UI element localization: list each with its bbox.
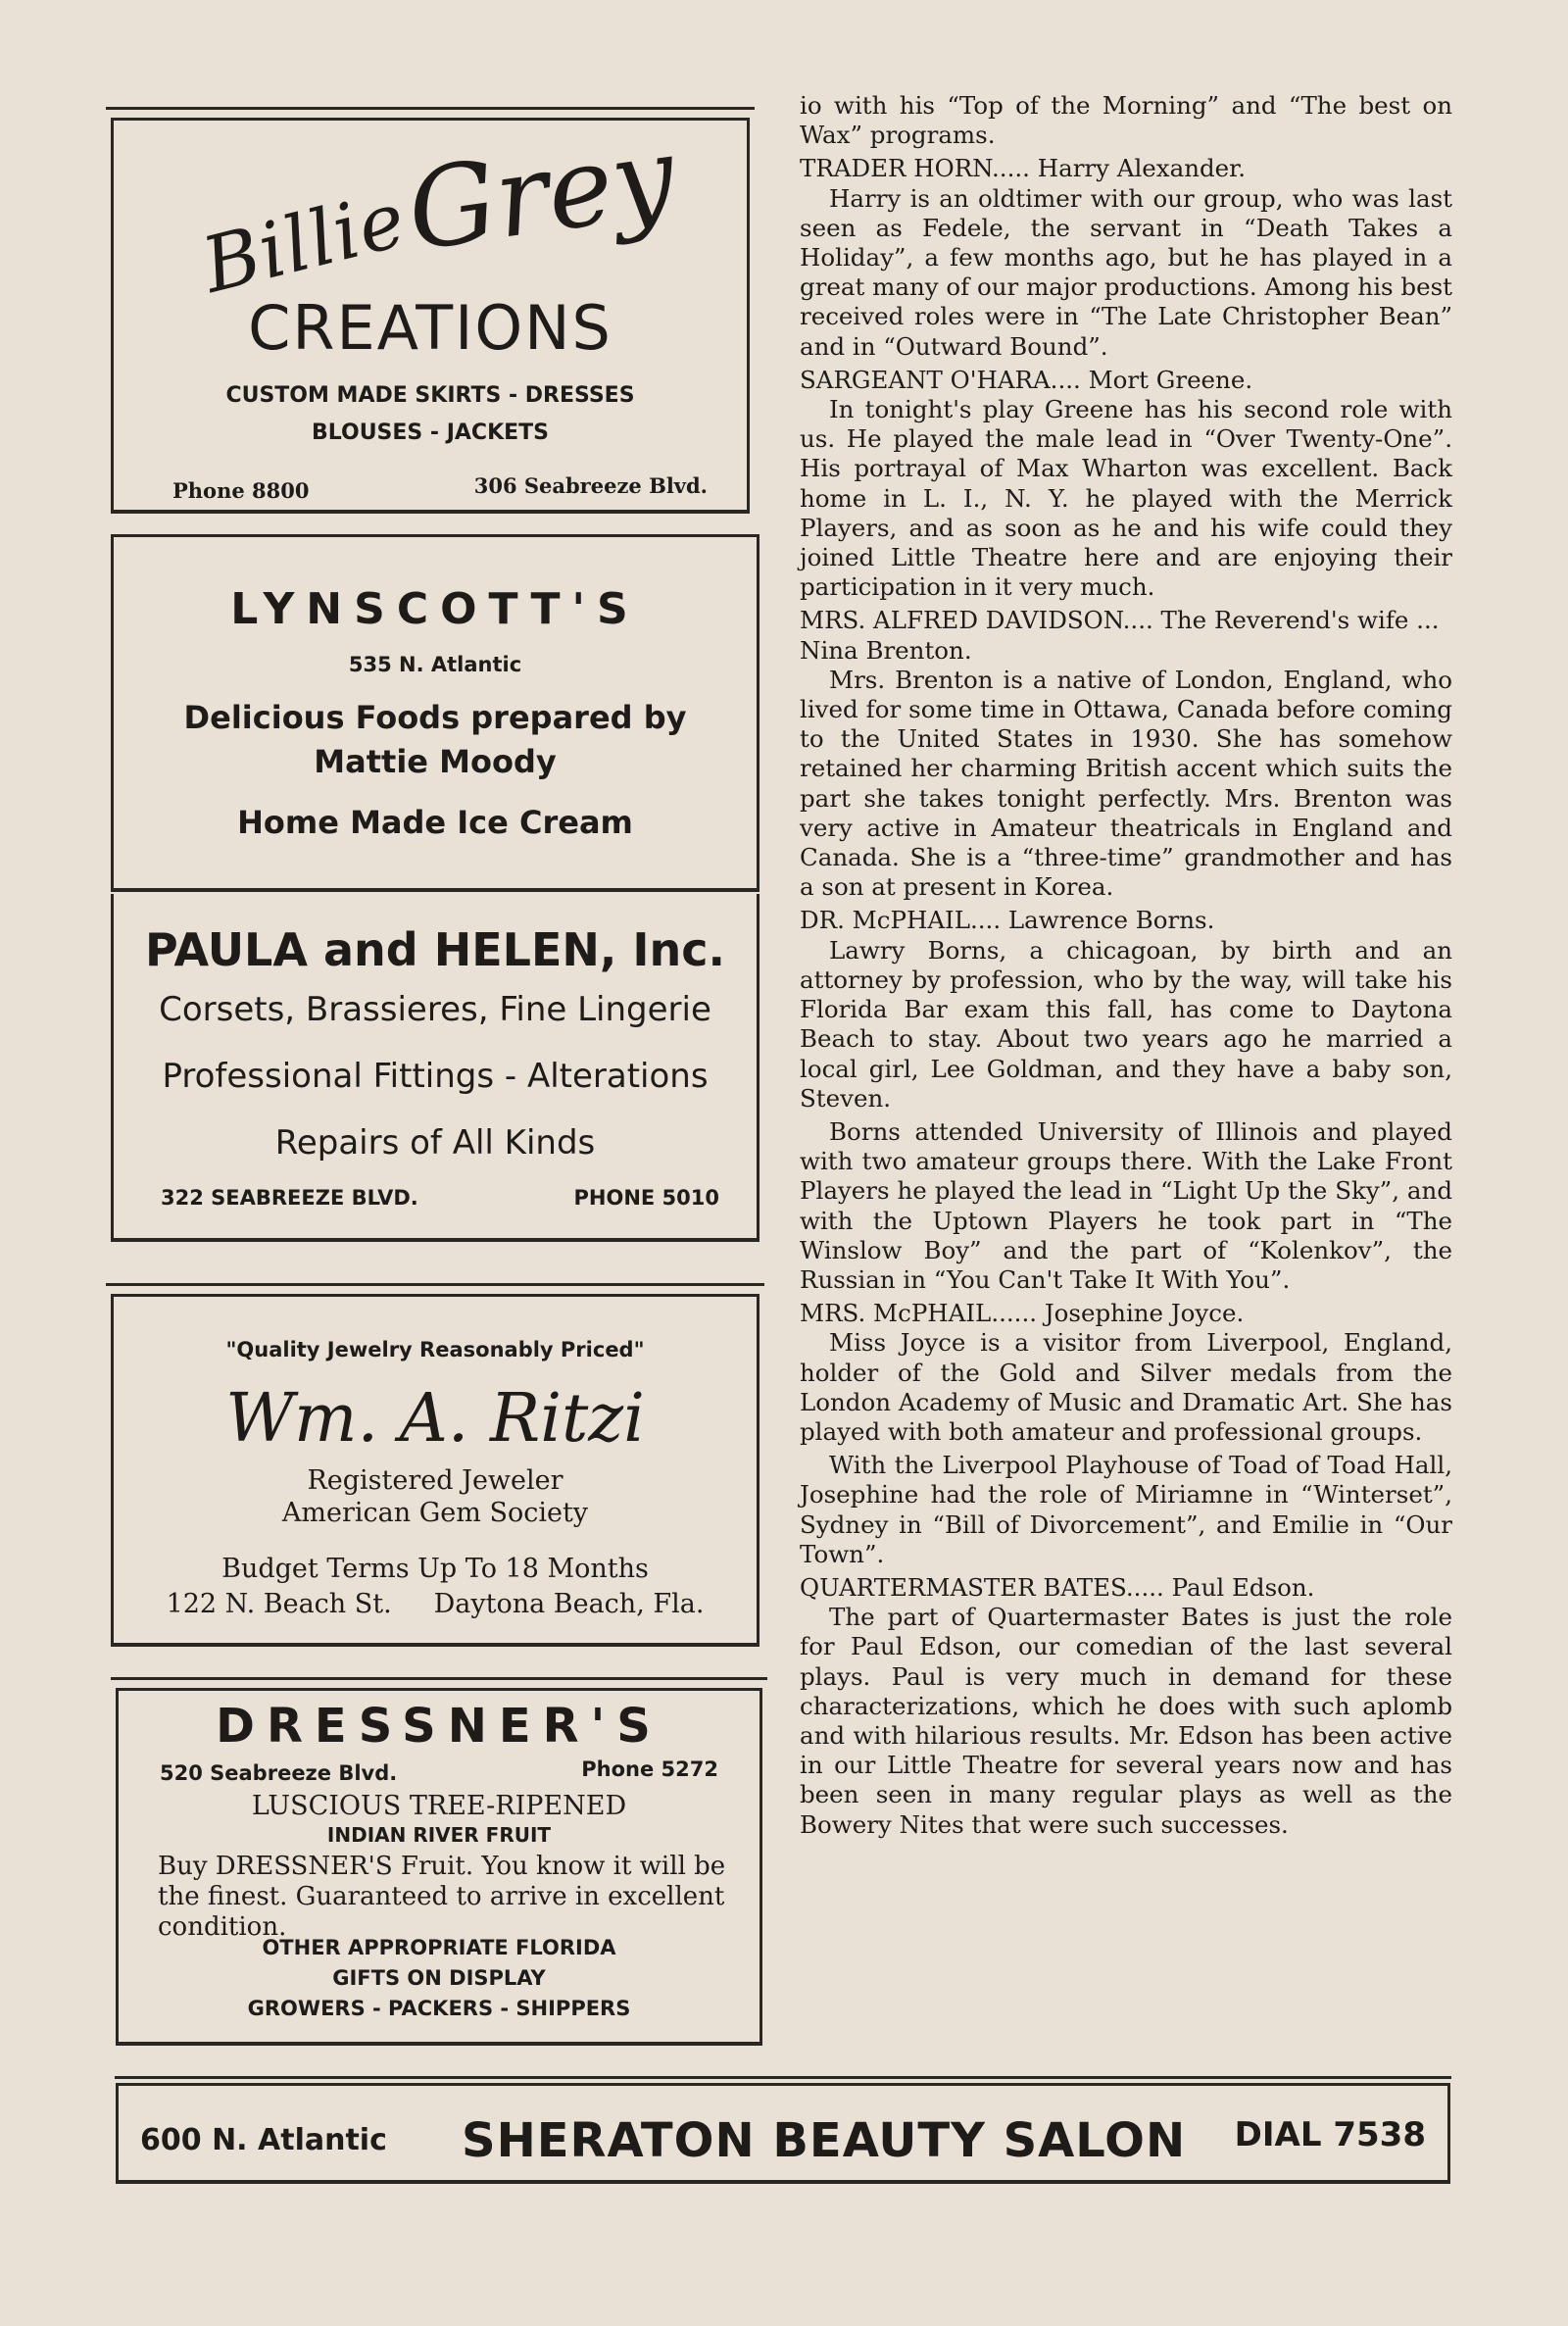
paula-helen-ad [111,894,760,1242]
cast-role-line: DR. McPHAIL.... Lawrence Borns. [800,906,1215,935]
dressners-address: 520 Seabreeze Blvd. [160,1761,398,1785]
lynscotts-ad [111,534,760,892]
dressners-phone: Phone 5272 [581,1757,718,1781]
ritzi-line3: Budget Terms Up To 18 Months [221,1554,649,1584]
dressners-line5: GROWERS - PACKERS - SHIPPERS [247,1997,631,2020]
paula-helen-address: 322 SEABREEZE BLVD. [161,1186,418,1210]
article-paragraph: With the Liverpool Playhouse of Toad of Toad Hall, Josephine had the role of Miriamne in “Winterset”, Sydney in “Bill of Divorcement”, and Emilie in “Our Town”. [800,1451,1452,1568]
article-paragraph: Harry is an oldtimer with our group, who was last seen as Fedele, the servant in “Death Takes a Holiday”, a few months ago, but he has played in a great many of our major productions. Among his best received roles were in “The Late Christopher Bean” and in “Outward Bound”. [800,183,1452,361]
paula-helen-name: PAULA and HELEN, Inc. [145,923,725,976]
article-paragraph: Borns attended University of Illinois and played with two amateur groups there. With the Lake Front Players he played the lead in “Light Up the Sky”, and with the Uptown Players he took part in “The Winslow Boy” and the part of “Kolenkov”, the Russian in “You Can't Take It With You”. [800,1116,1452,1294]
ritzi-line1: Registered Jeweler [307,1465,564,1496]
billie-address: 306 Seabreeze Blvd. [473,473,708,498]
creations-heading: CREATIONS [248,292,612,364]
article-paragraph: In tonight's play Greene has his second role with us. He played the male lead in “Over Twenty-One”. His portrayal of Max Wharton was excellent. Back home in L. I., N. Y. he played with the Merrick Players, and as soon as he and his wife could they joined Little Theatre here and are enjoying their participation in it very much. [800,395,1452,602]
sheraton-ad [116,2083,1450,2184]
cast-role-line: TRADER HORN..... Harry Alexander. [800,154,1246,183]
article-paragraph: io with his “Top of the Morning” and “The best on Wax” programs. [800,91,1452,150]
ritzi-tagline: "Quality Jewelry Reasonably Priced" [225,1338,645,1361]
paula-helen-line3: Repairs of All Kinds [274,1123,596,1163]
article-paragraph: Miss Joyce is a visitor from Liverpool, England, holder of the Gold and Silver medals from the London Academy of Music and Dramatic Art. She has played with both amateur and professional groups. [800,1328,1452,1446]
cast-role-line: MRS. ALFRED DAVIDSON.... The Reverend's wife ... Nina Brenton. [800,606,1440,665]
lynscotts-line1: Delicious Foods prepared by [183,699,687,736]
ritzi-line2: American Gem Society [281,1498,589,1528]
grey-script: Grey [400,112,683,276]
article-paragraph: Lawry Borns, a chicagoan, by birth and an attorney by profession, who by the way, will take his Florida Bar exam this fall, has come to Daytona Beach to stay. About two years ago he married a local girl, Lee Goldman, and they have a baby son, Steven. [800,935,1452,1113]
dressners-line1: LUSCIOUS TREE-RIPENED [251,1791,627,1821]
billie-phone: Phone 8800 [172,478,310,503]
billie-grey-ad [111,112,750,514]
article-paragraph: Mrs. Brenton is a native of London, England, who lived for some time in Ottawa, Canada before coming to the United States in 1930. She has somehow retained her charming British accent which suits the part she takes tonight perfectly. Mrs. Brenton was very active in Amateur theatricals in England and Canada. She is a “three-time” grandmother and has a son at present in Korea. [800,665,1452,902]
billie-script: Billie [194,175,416,311]
divider [111,1677,767,1680]
sheraton-address: 600 N. Atlantic [140,2123,387,2157]
paula-helen-phone: PHONE 5010 [573,1186,719,1210]
dressners-ad [116,1688,762,2046]
dressners-line4: GIFTS ON DISPLAY [332,1966,546,1990]
ritzi-line4: 122 N. Beach St. Daytona Beach, Fla. [166,1589,705,1619]
divider [106,107,755,110]
divider [106,1283,764,1286]
cast-role-line: MRS. McPHAIL...... Josephine Joyce. [800,1299,1245,1328]
lynscotts-name: LYNSCOTT'S [230,584,640,634]
cast-notes-article [800,91,1452,1844]
ritzi-name: Wm. A. Ritzi [225,1380,645,1458]
ritzi-ad [111,1294,760,1647]
lynscotts-line3: Home Made Ice Cream [237,804,633,841]
sheraton-phone: DIAL 7538 [1234,2115,1426,2154]
billie-line2: BLOUSES - JACKETS [311,421,550,445]
paula-helen-line1: Corsets, Brassieres, Fine Lingerie [159,990,711,1029]
dressners-body: Buy DRESSNER'S Fruit. You know it will be the finest. Guaranteed to arrive in excellent condition. [158,1852,726,1942]
cast-role-line: SARGEANT O'HARA.... Mort Greene. [800,365,1253,394]
dressners-name: DRESSNER'S [216,1699,662,1754]
article-paragraph: The part of Quartermaster Bates is just the role for Paul Edson, our comedian of the last several plays. Paul is very much in demand for these characterizations, which he does with such aplomb and with hilarious results. Mr. Edson has been active in our Little Theatre for several years now and has been seen in many regular plays as well as the Bowery Nites that were such successes. [800,1603,1452,1839]
billie-line1: CUSTOM MADE SKIRTS - DRESSES [225,383,635,408]
lynscotts-line2: Mattie Moody [314,743,557,780]
divider [115,2076,1451,2079]
dressners-line3: OTHER APPROPRIATE FLORIDA [262,1936,616,1959]
cast-role-line: QUARTERMASTER BATES..... Paul Edson. [800,1572,1315,1602]
paula-helen-line2: Professional Fittings - Alterations [162,1057,709,1096]
dressners-line2: INDIAN RIVER FRUIT [326,1823,552,1847]
sheraton-name: SHERATON BEAUTY SALON [462,2113,1187,2168]
lynscotts-address: 535 N. Atlantic [348,653,522,676]
